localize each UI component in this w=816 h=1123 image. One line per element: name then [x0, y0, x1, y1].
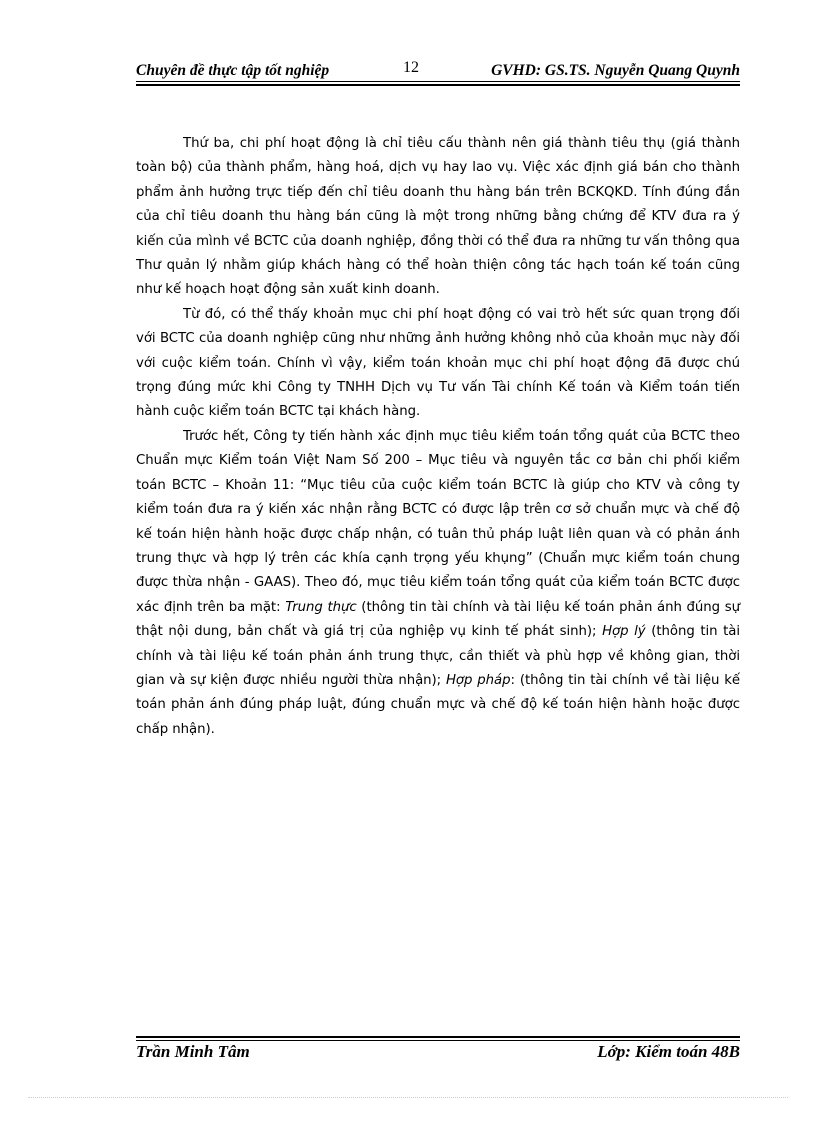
term-trung-thuc: Trung thực — [285, 599, 357, 615]
paragraph-2: Từ đó, có thể thấy khoản mục chi phí hoạt động có vai trò hết sức quan trọng đối với BCTC của doanh nghiệp cũng như những ảnh hưởng không nhỏ của khoản mục này đối với cuộc kiểm toán. Chính vì vậy, kiểm toán khoản mục chi phí hoạt động đã được chú trọng đúng mức khi Công ty TNHH Dịch vụ Tư vấn Tài chính Kế toán và Kiểm toán tiến hành cuộc kiểm toán BCTC tại khách hàng. — [136, 306, 740, 420]
header-rule-thin — [136, 81, 740, 82]
paragraph-1: Thứ ba, chi phí hoạt động là chỉ tiêu cấu thành nên giá thành tiêu thụ (giá thành toàn bộ) của thành phẩm, hàng hoá, dịch vụ hay lao vụ. Việc xác định giá bán cho thành phẩm ảnh hưởng trực tiếp đến chỉ tiêu doanh thu hàng bán trên BCKQKD. Tính đúng đắn của chỉ tiêu doanh thu hàng bán cũng là một trong những bằng chứng để KTV đưa ra ý kiến của mình về BCTC của doanh nghiệp, đồng thời có thể đưa ra những tư vấn thông qua Thư quản lý nhằm giúp khách hàng có thể hoàn thiện công tác hạch toán kế toán cũng như kế hoạch hoạt động sản xuất kinh doanh. — [136, 136, 740, 298]
document-body — [136, 132, 740, 742]
footer-author: Trần Minh Tâm — [136, 1042, 250, 1061]
term-hop-ly: Hợp lý — [602, 624, 646, 640]
footer-rule-thin — [136, 1040, 740, 1041]
paragraph-3 — [136, 425, 740, 742]
paragraph-3-part-a: Trước hết, Công ty tiến hành xác định mục tiêu kiểm toán tổng quát của BCTC theo Chuẩn mực Kiểm toán Việt Nam Số 200 – Mục tiêu và nguyên tắc cơ bản chi phối kiểm toán BCTC – Khoản 11: “Mục tiêu của cuộc kiểm toán BCTC là giúp cho KTV và công ty kiểm toán đưa ra ý kiến xác nhận rằng BCTC có được lập trên cơ sở chuẩn mực và chế độ kế toán hiện hành hoặc được chấp nhận, có tuân thủ pháp luật liên quan và có phản ánh trung thực và hợp lý trên các khía cạnh trọng yếu khụng” (Chuẩn mực kiểm toán chung được thừa nhận - GAAS). Theo đó, mục tiêu kiểm toán tổng quát của kiểm toán BCTC được xác định trên ba mặt: — [136, 428, 740, 615]
page-footer — [136, 1042, 740, 1068]
paragraph-3-part-b: (thông tin tài chính và tài liệu kế toán phản ánh đúng sự thật nội dung, bản chất và giá trị của nghiệp vụ kinh tế phát sinh); — [136, 599, 740, 640]
header-rule-thick — [136, 84, 740, 86]
header-supervisor: GVHD: GS.TS. Nguyễn Quang Quynh — [491, 62, 740, 79]
paragraph-3-part-d: : (thông tin tài chính về tài liệu kế toán phản ánh đúng pháp luật, đúng chuẩn mực và chế độ kế toán hiện hành hoặc được chấp nhận). — [136, 672, 740, 737]
footer-rule-thick — [136, 1036, 740, 1038]
footer-class: Lớp: Kiểm toán 48B — [597, 1042, 740, 1061]
page-number: 12 — [403, 59, 419, 76]
paragraph-3-part-c: (thông tin tài chính và tài liệu kế toán phản ánh trung thực, cần thiết và phù hợp về không gian, thời gian và sự kiện được nhiều người thừa nhận); — [136, 624, 741, 688]
page-edge-divider — [28, 1097, 788, 1098]
header-title: Chuyên đề thực tập tốt nghiệp — [136, 62, 330, 79]
term-hop-phap: Hợp pháp — [445, 672, 511, 688]
